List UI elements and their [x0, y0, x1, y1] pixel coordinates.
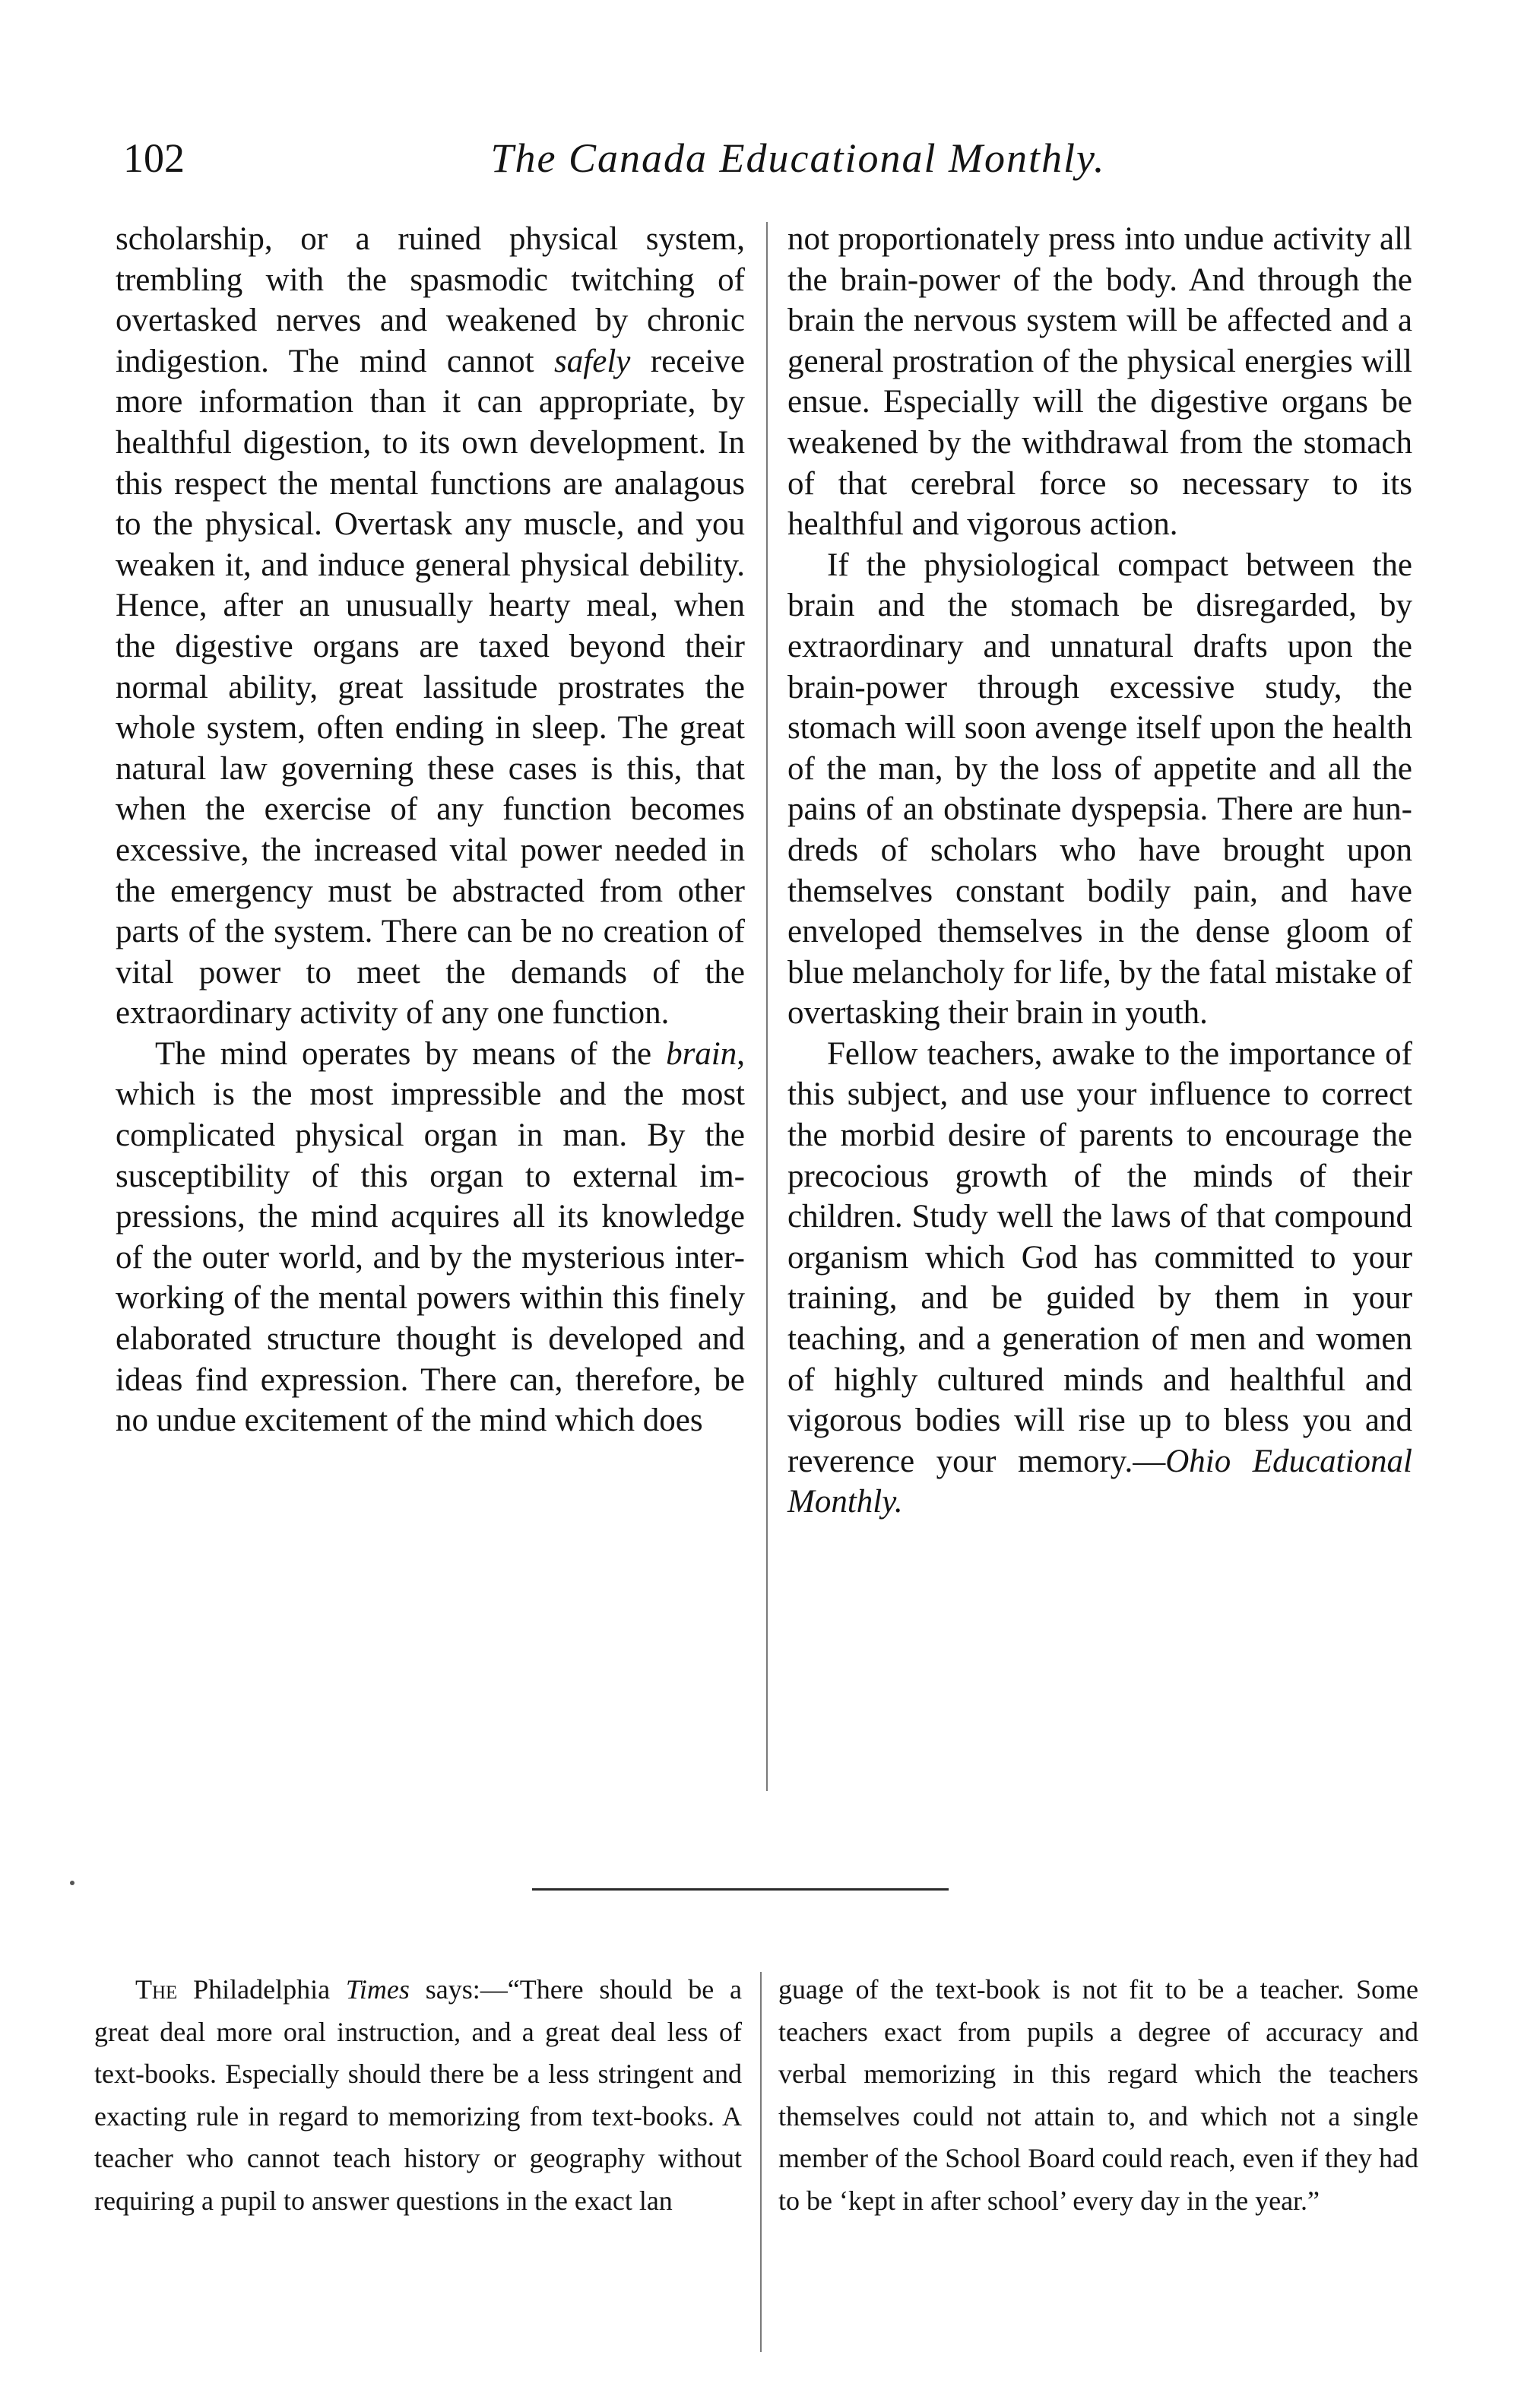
- note-paragraph: The Philadelphia Times says:—“There should be a great deal more oral instruction, and a great deal less of text-books. Especially should there be a less stringent and exacting rule in regard to memorizing from text-books. A teacher who cannot teach history or geography without requiring a pupil to answer questions in the exact lan: [94, 1974, 742, 2216]
- page-header: [114, 128, 1452, 189]
- note-paragraph: guage of the text-book is not fit to be a teacher. Some teachers exact from pupils a degree of accuracy and verbal memorizing in this regard which the teachers themselves could not attain to, and which not a single member of the School Board could reach, even if they had to be ‘kept in after school’ every day in the year.”: [778, 1974, 1418, 2216]
- running-title: The Canada Educational Monthly.: [490, 135, 1106, 181]
- margin-speck: [70, 1881, 74, 1885]
- article-paragraph: If the physiological compact between the brain and the stomach be disregarded, by extraordinary and unnatural drafts upon the brain-power through excessive study, the stomach will soon avenge itself upon the health of the man, by the loss of appetite and all the pains of an obstinate dyspepsia. There are hundreds of scholars who have brought upon themselves constant bodily pain, and have enveloped themselves in the dense gloom of blue melancholy for life, by the fatal mistake of overtasking their brain in youth.: [787, 547, 1412, 1032]
- article-paragraph: Fellow teachers, awake to the importance of this subject, and use your influence to correct the morbid desire of parents to encourage the precocious growth of the minds of their children. Study well the laws of that compound organism which God has committed to your training, and be guided by them in your teaching, and a generation of men and women of highly cultured minds and healthful and vigorous bodies will rise up to bless you and reverence your memory.—Ohio Educational Monthly.: [787, 1035, 1412, 1520]
- emphasis-safely: safely: [554, 343, 631, 379]
- note-right-column: [778, 1969, 1418, 2222]
- section-separator-rule: [532, 1888, 949, 1891]
- article-paragraph: scholarship, or a ruined physical system, trembling with the spasmodic twitching of overtasked nerves and weakened by chronic indigestion. The mind cannot safely receive more information than it can appropriate, by healthful digestion, to its own development. In this respect the mental functions are analagous to the physical. Overtask any muscle, and you weaken it, and induce general physical debility. Hence, after an unusually hearty meal, when the digestive organs are taxed beyond their normal ability, great lassitude prostrates the whole system, often ending in sleep. The great natural law governing these cases is this, that when the exercise of any function becomes excessive, the increased vital power needed in the emergency must be abstracted from other parts of the system. There can be no creation of vital power to meet the demands of the extraordinary activity of any one function.: [116, 221, 745, 1032]
- emphasis-brain: brain: [666, 1035, 737, 1072]
- article-right-column: [787, 219, 1412, 1523]
- note-left-column: [94, 1969, 742, 2222]
- newspaper-title: Times: [345, 1974, 410, 2005]
- article-paragraph: The mind operates by means of the brain, which is the most impressible and the most complicated physical organ in man. By the susceptibility of this organ to external impressions, the mind acquires all its knowledge of the outer world, and by the mysterious inter-working of the mental powers within this finely elaborated structure thought is developed and ideas find expression. There can, therefore, be no undue excitement of the mind which does: [116, 1035, 745, 1439]
- note-lead-word: The: [135, 1974, 178, 2005]
- page-number: 102: [123, 135, 185, 181]
- note-column-divider: [760, 1972, 762, 2352]
- article-paragraph: not proportionately press into undue activity all the brain-power of the body. And through the brain the nervous system will be affected and a general prostration of the physical energies will ensue. Especially will the digestive organs be weakened by the withdrawal from the stomach of that cerebral force so necessary to its healthful and vigorous action.: [787, 221, 1412, 543]
- article-left-column: [116, 219, 745, 1441]
- article-source: Ohio Educational Monthly.: [787, 1443, 1412, 1520]
- column-divider: [766, 222, 768, 1791]
